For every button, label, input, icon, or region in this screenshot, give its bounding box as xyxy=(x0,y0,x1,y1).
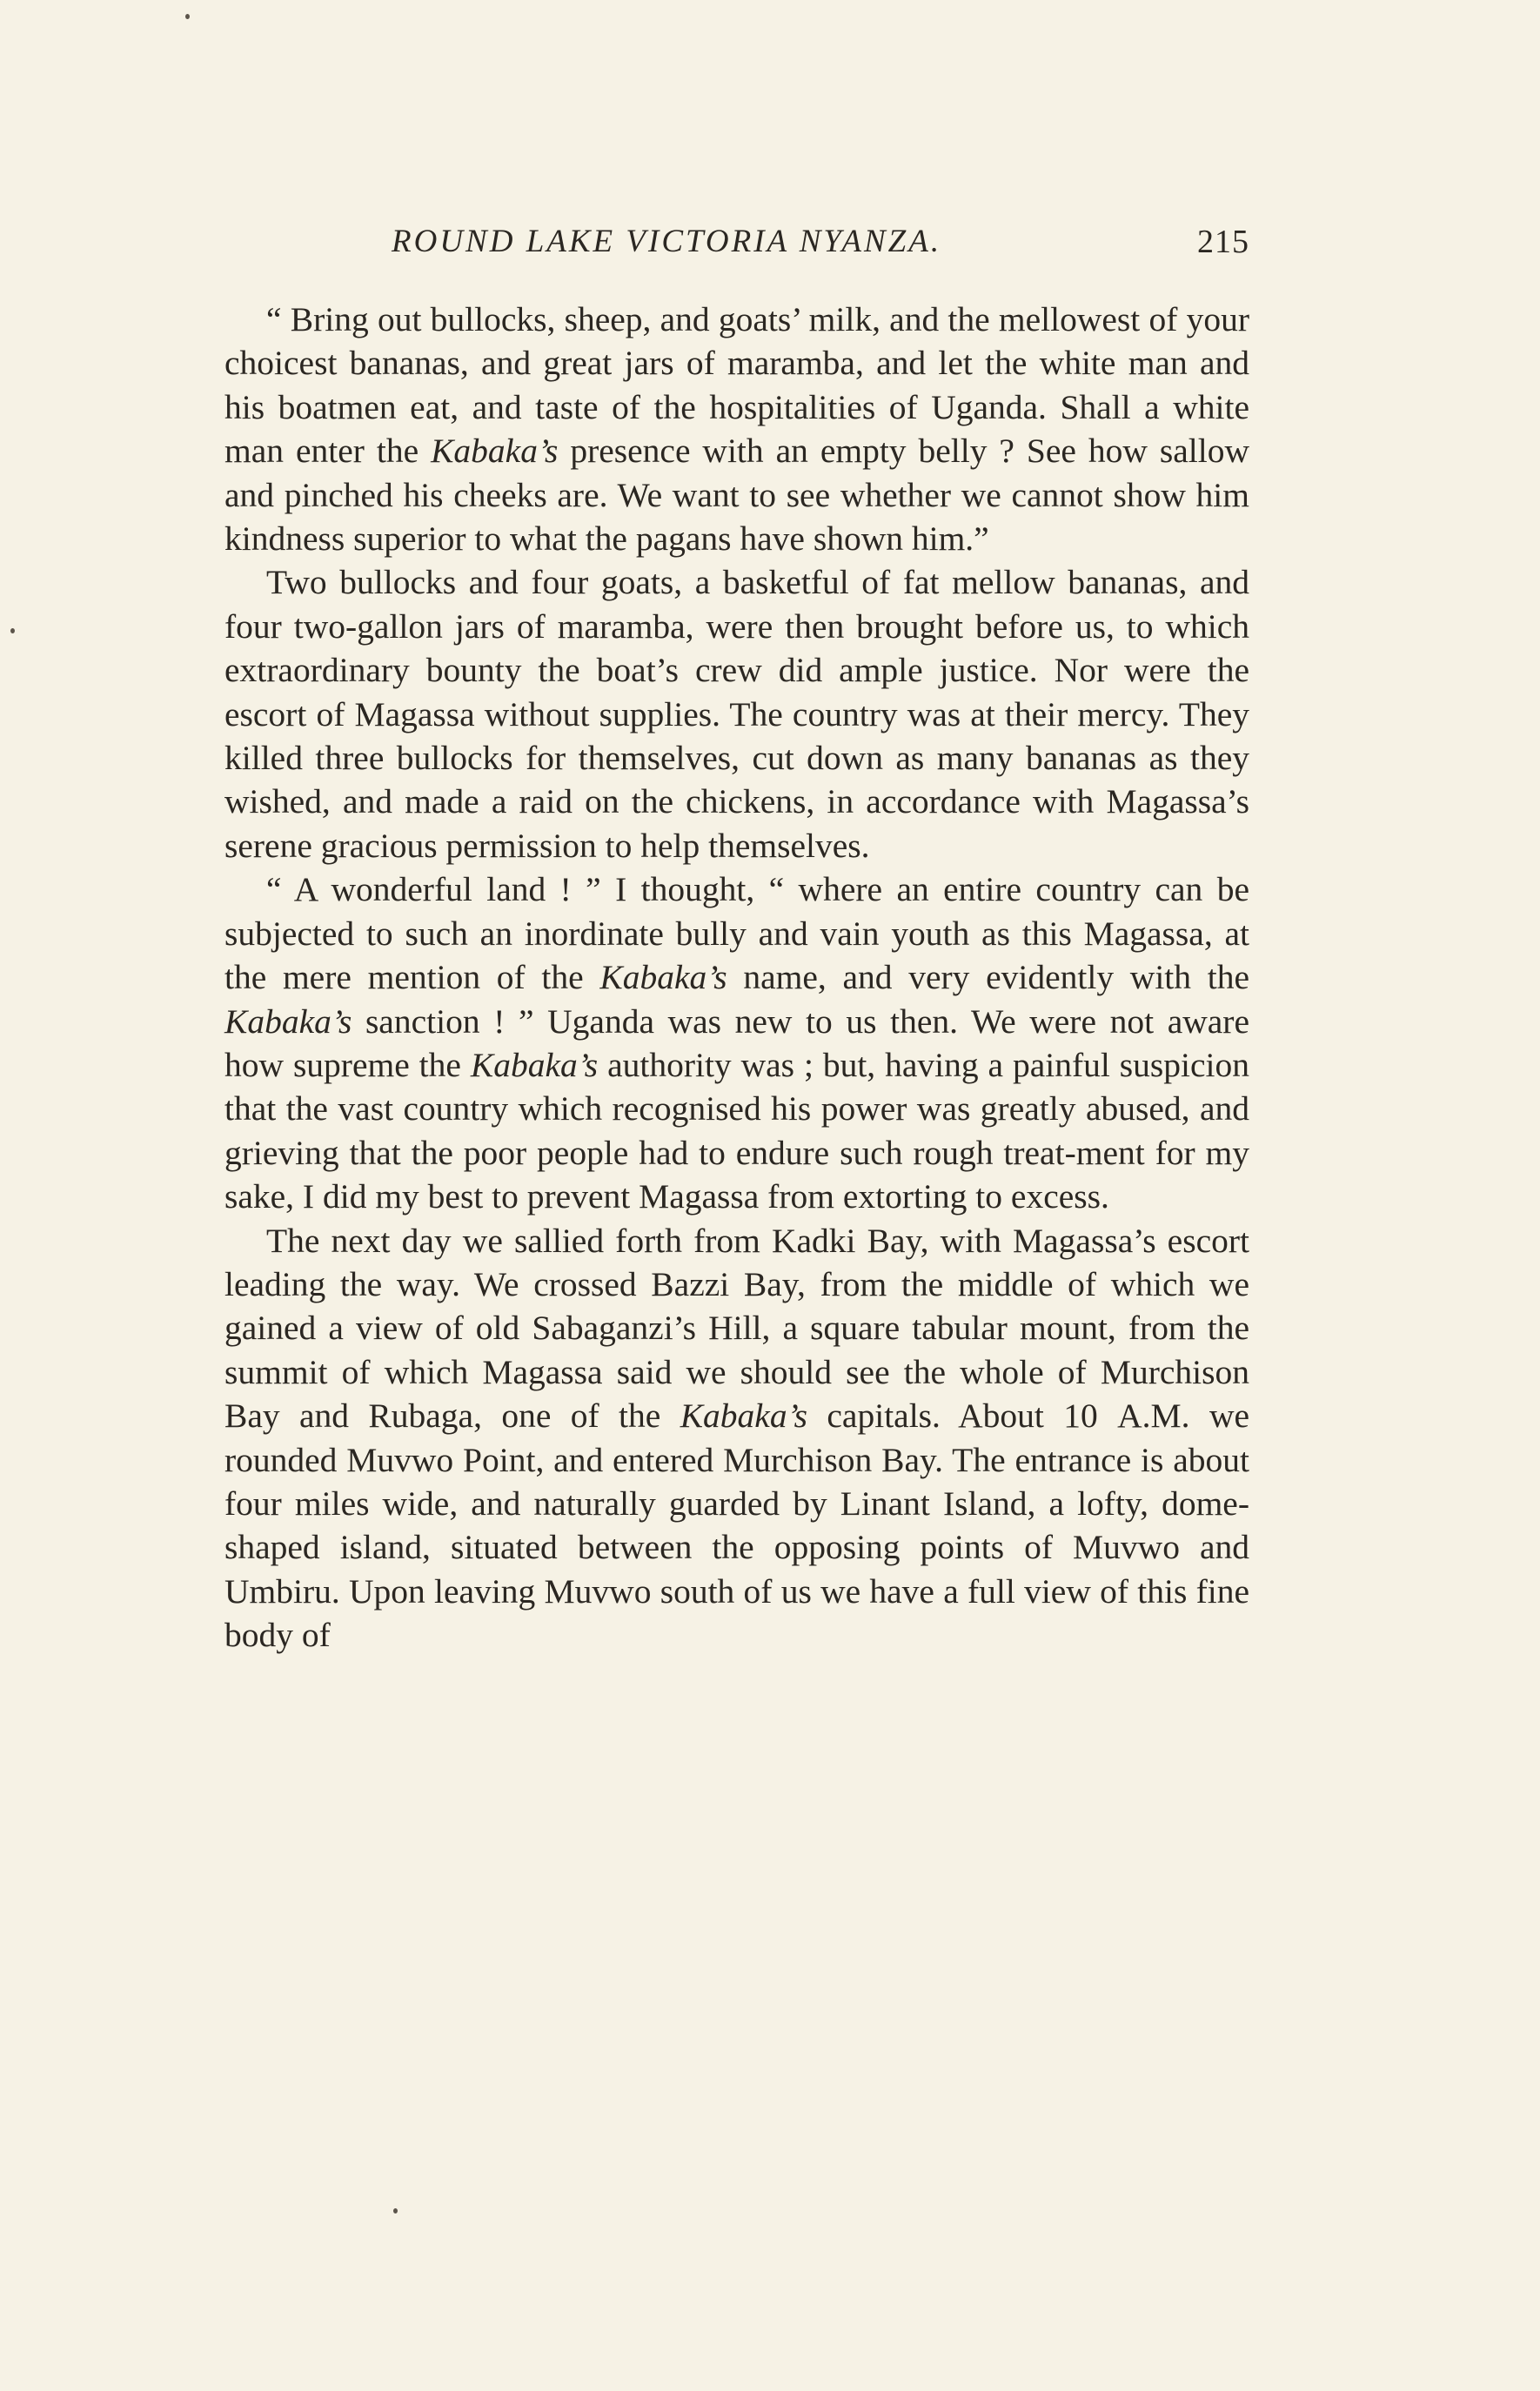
text-run: sanction ! ” Uganda was new to us then. We were not aware how supreme the xyxy=(224,1001,1249,1084)
text-run: capitals. About 10 xyxy=(807,1396,1118,1436)
text-run: “ Bring out bullocks, sheep, and goats’ milk, and the mellowest of your choicest bananas, and great jars of maramba, and let the white man and his boatmen eat, and taste of the hospitalities of Uganda. Shall a white man enter the xyxy=(224,300,1249,471)
italic-term: Kabaka’s xyxy=(599,958,727,997)
italic-term: Kabaka’s xyxy=(470,1045,599,1084)
page-number: 215 xyxy=(1197,224,1249,260)
text-run: presence with an empty belly ? See how sallow and pinched his cheeks are. We want to see whether we cannot show him kindness superior to what the pagans have shown him.” xyxy=(224,432,1249,559)
running-head xyxy=(224,216,1249,268)
paragraph-4 xyxy=(224,1219,1249,1658)
italic-term: Kabaka’s xyxy=(431,432,559,471)
italic-term: Kabaka’s xyxy=(680,1396,808,1436)
text-run: “ A wonderful land ! ” I thought, “ where an entire country can be subjected to such an inordinate bully and vain youth as this Magassa, at the mere mention of the xyxy=(224,870,1249,997)
running-title: ROUND LAKE VICTORIA NYANZA. xyxy=(392,224,942,259)
paper-speck xyxy=(393,2208,398,2214)
text-run: we rounded Muvwo Point, and entered Murchison Bay. The entrance is about four miles wide, and naturally guarded by Linant Island, a lofty, dome-shaped island, situated between the opposing points of Muvwo and Umbiru. Upon leaving Muvwo south of us we have a full view of this fine body of xyxy=(224,1396,1250,1655)
text-run: Two bullocks and four goats, a basketful of fat mellow bananas, and four two-gallon jars of maramba, were then brought before us, to which extraordinary bounty the boat’s crew did ample justice. Nor were the escort of Magassa without supplies. The country was at their mercy. They killed three bullocks for themselves, cut down as many bananas as they wished, and made a raid on the chickens, in accordance with Magassa’s serene gracious permission to help themselves. xyxy=(224,563,1249,865)
italic-term: Kabaka’s xyxy=(224,1001,352,1041)
paragraph-3 xyxy=(224,867,1249,1218)
text-run: authority was ; but, having a painful suspicion that the vast country which recognised his power was greatly abused, and grieving that the poor people had to endure such rough treat-ment for my sake, I did my best to prevent Magassa from extorting to excess. xyxy=(224,1045,1249,1216)
body-text xyxy=(224,298,1249,1658)
paper-speck xyxy=(10,628,15,633)
text-run: The next day we sallied forth from Kadki Bay, with Magassa’s escort leading the way. We crossed Bazzi Bay, from the middle of which we gained a view of old Sabaganzi’s Hill, a square tabular mount, from the summit of which Magassa said we should see the whole of Murchison Bay and Rubaga, one of the xyxy=(224,1221,1249,1436)
paragraph-1 xyxy=(224,298,1249,560)
text-run: name, and very evidently with the xyxy=(726,958,1249,997)
paragraph-2 xyxy=(224,560,1249,867)
paper-speck xyxy=(185,14,190,19)
small-caps-term: A.M. xyxy=(1117,1396,1190,1436)
